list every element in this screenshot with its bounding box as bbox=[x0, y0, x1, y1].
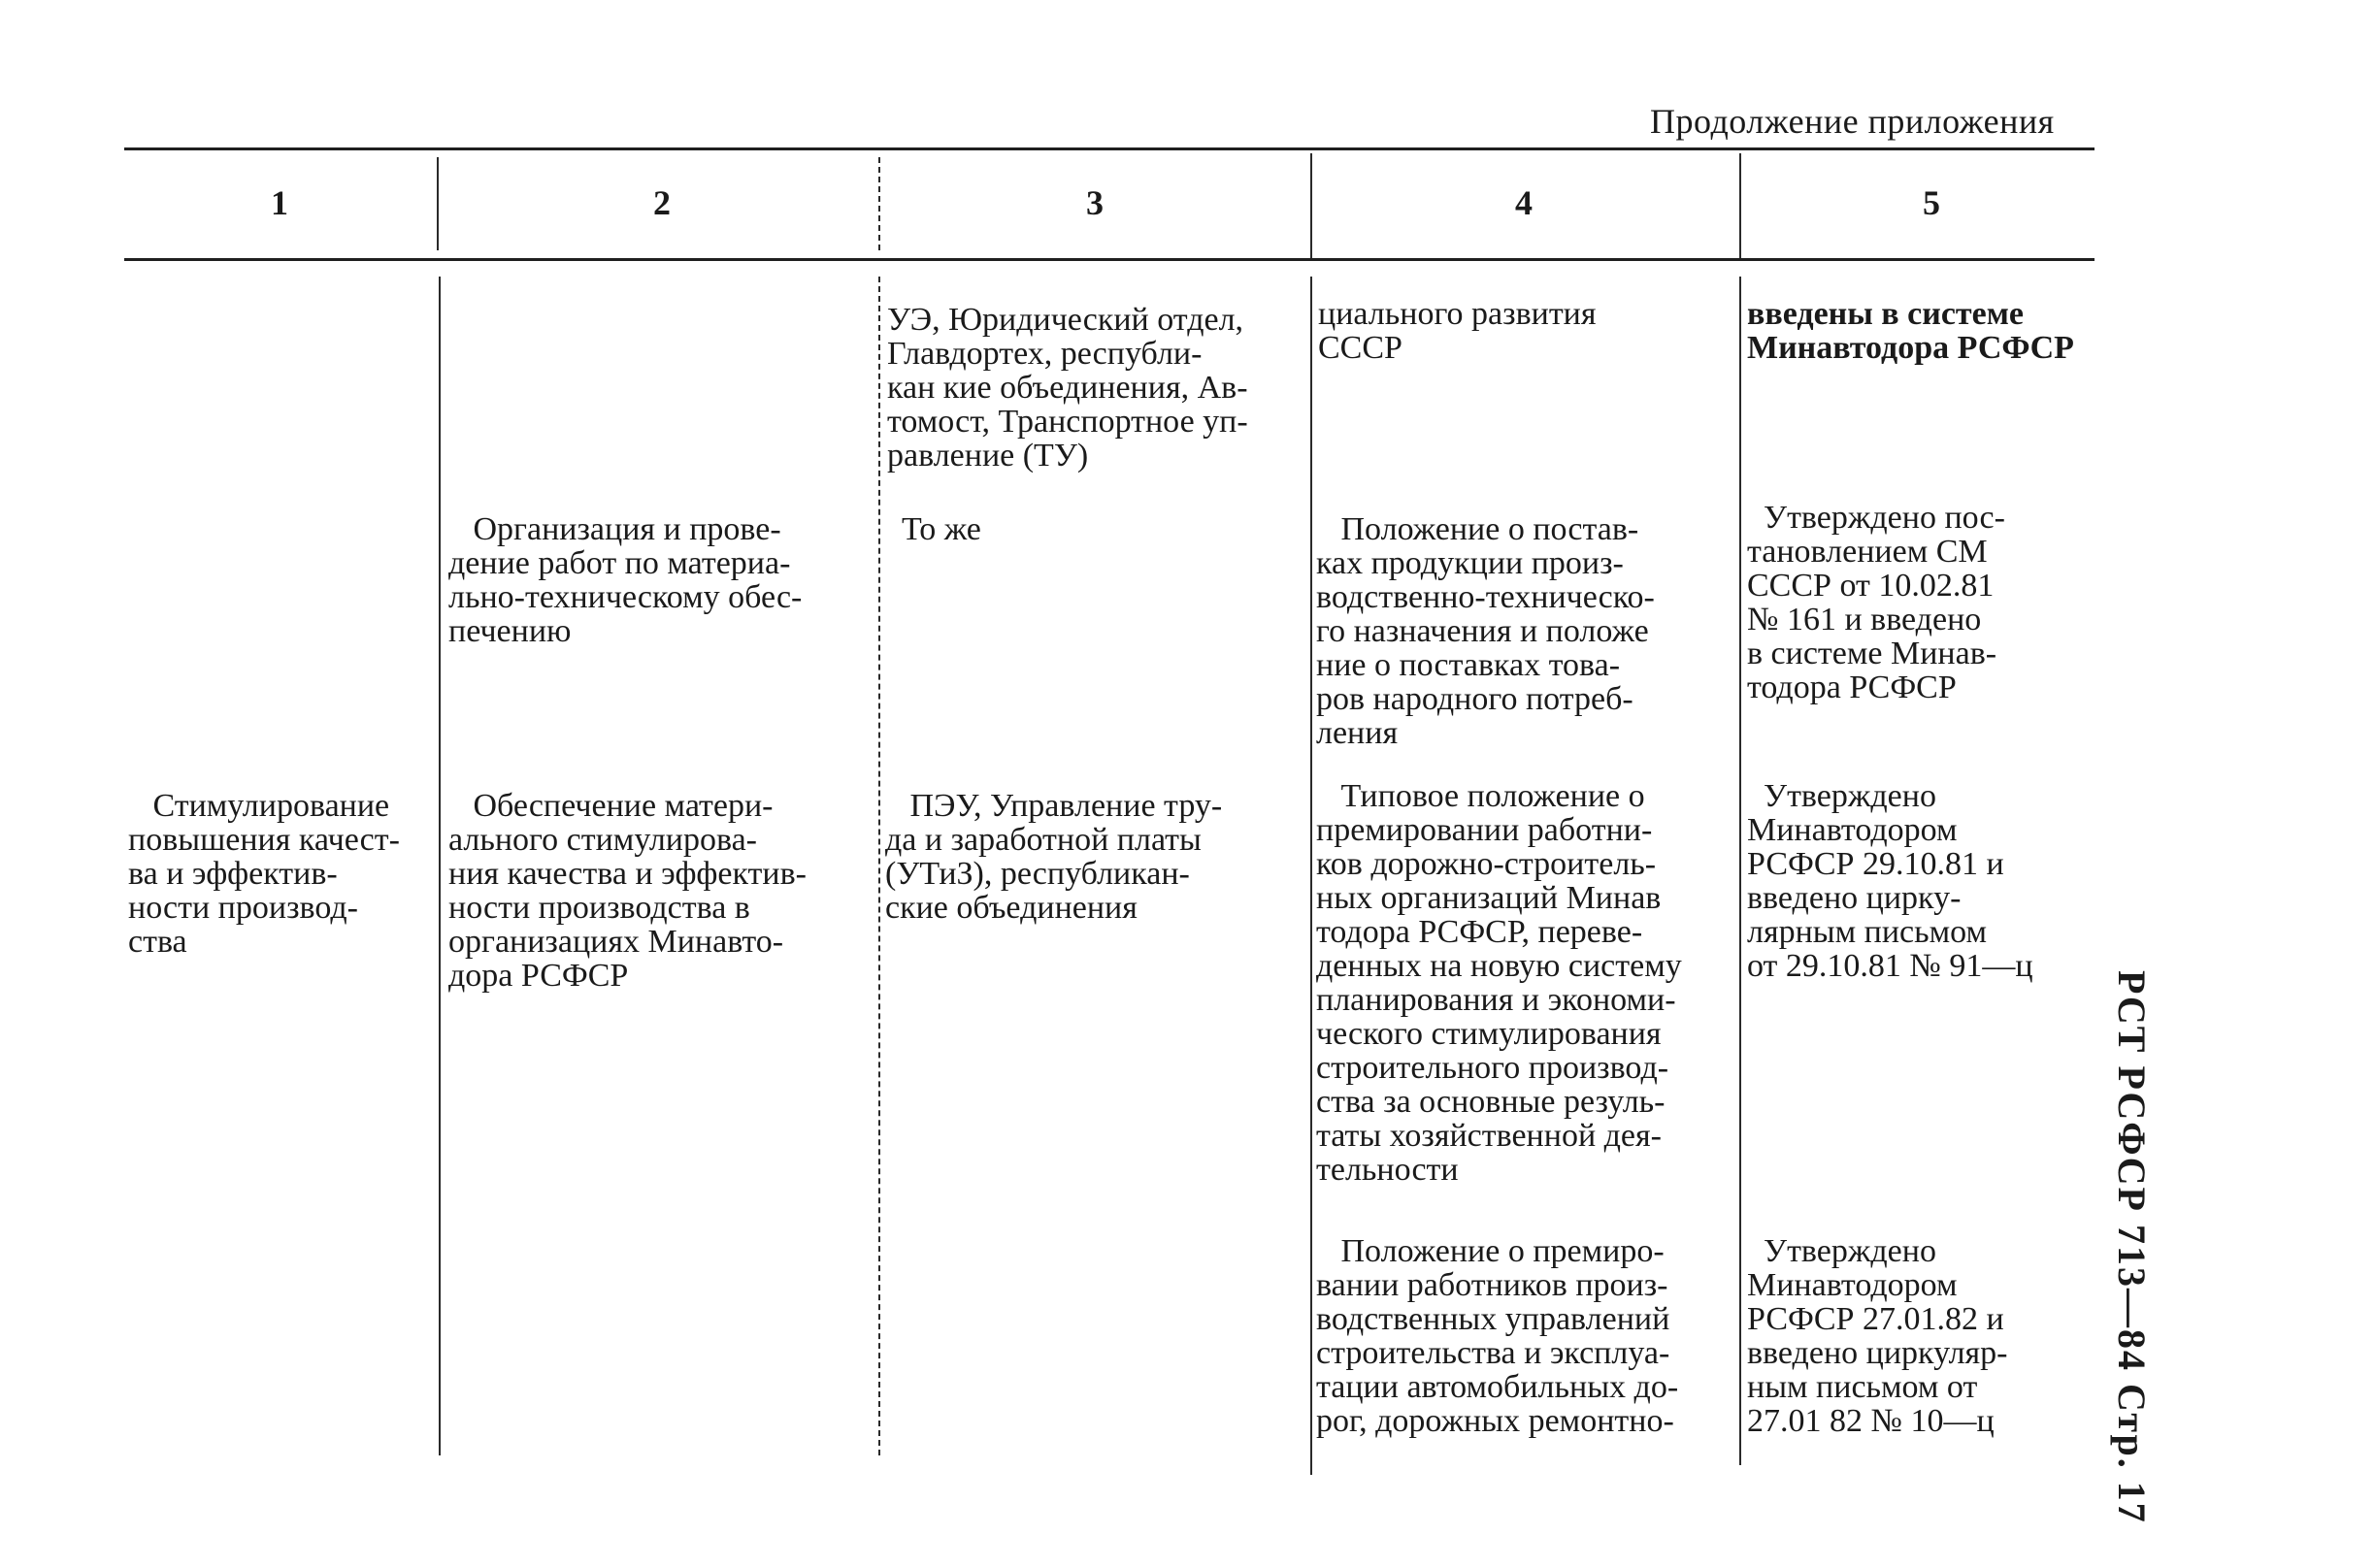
continuation-note: Продолжение приложения bbox=[1650, 102, 2055, 141]
column-divider bbox=[1739, 153, 1741, 258]
column-divider bbox=[1310, 277, 1312, 1475]
table-cell-r3-c2: Обеспечение матери- ального стимулирова- ния качества и эффектив- ности производства в организациях Минавто- дора РСФСР bbox=[448, 788, 807, 994]
document-reference-label: РСТ РСФСР 713—84 Стр. 17 bbox=[2110, 970, 2154, 1524]
table-cell-r2-c2: Организация и прове- дение работ по материа- льно-техническому обес- печению bbox=[448, 511, 803, 649]
column-number-1: 1 bbox=[271, 183, 288, 222]
table-top-rule bbox=[124, 147, 2095, 150]
table-cell-r2-c5: Утверждено пос- тановлением СМ СССР от 10.02.81 № 161 и введено в системе Минав- тодора РСФСР bbox=[1747, 500, 2005, 705]
table-cell-r3-c1: Стимулирование повышения качест- ва и эффектив- ности производ- ства bbox=[128, 788, 400, 960]
table-cell-r1-c3: УЭ, Юридический отдел, Главдортех, республи- кан кие объединения, Ав- томост, Транспортное уп- равление (ТУ) bbox=[887, 302, 1248, 474]
column-number-2: 2 bbox=[653, 183, 671, 222]
table-cell-r3-c3: ПЭУ, Управление тру- да и заработной платы (УТиЗ), республикан- ские объединения bbox=[885, 788, 1223, 926]
column-divider bbox=[1310, 153, 1312, 258]
table-cell-r4-c4: Положение о премиро- вании работников произ- водственных управлений строительства и эксплуа- тации автомобильных до- рог, дорожных ремонтно- bbox=[1316, 1233, 1679, 1439]
table-cell-r1-c5: введены в системе Минавтодора РСФСР bbox=[1747, 296, 2074, 366]
table-cell-r2-c3: То же bbox=[885, 511, 981, 547]
table-cell-r3-c5: Утверждено Минавтодором РСФСР 29.10.81 и введено цирку- лярным письмом от 29.10.81 № 91—ц bbox=[1747, 778, 2033, 984]
table-cell-r3-c4: Типовое положение о премировании работни- ков дорожно-строитель- ных организаций Минав тодора РСФСР, переве- денных на новую систему планирования и экономи- ческого стимулирования строительного производ- ства за основные резуль- таты хозяйственной дея- тельности bbox=[1316, 778, 1682, 1188]
column-divider bbox=[878, 157, 880, 250]
column-divider bbox=[878, 277, 880, 1455]
column-divider bbox=[439, 277, 441, 1455]
column-divider bbox=[437, 157, 439, 250]
table-cell-r1-c4: циального развития СССР bbox=[1318, 296, 1597, 366]
table-cell-r2-c4: Положение о постав- ках продукции произ- водственно-техническо- го назначения и положе ние о поставках това- ров народного потреб- ления bbox=[1316, 511, 1655, 751]
table-cell-r4-c5: Утверждено Минавтодором РСФСР 27.01.82 и введено циркуляр- ным письмом от 27.01 82 № 10—ц bbox=[1747, 1233, 2008, 1439]
column-number-3: 3 bbox=[1086, 183, 1104, 222]
column-divider bbox=[1739, 277, 1741, 1465]
header-bottom-rule bbox=[124, 258, 2095, 261]
column-number-5: 5 bbox=[1923, 183, 1940, 222]
column-number-4: 4 bbox=[1515, 183, 1533, 222]
